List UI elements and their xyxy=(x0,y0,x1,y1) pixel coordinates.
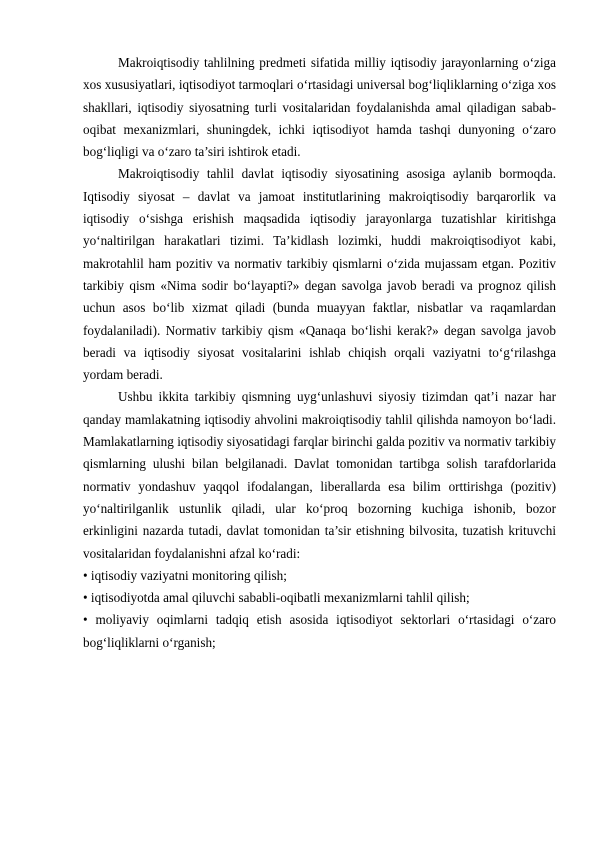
paragraph-components: Ushbu ikkita tarkibiy qismning uyg‘unlashuvi siyosiy tizimdan qat’i nazar har qanday mamlakatning iqtisodiy ahvolini makroiqtisodiy tahlil qilishda namoyon bo‘ladi. Mamlakatlarning iqtisodiy siyosatidagi farqlar birinchi galda pozitiv va normativ tarkibiy qismlarning ulushi bilan belgilanadi. Davlat tomonidan tartibga solish tarafdorlarida normativ yondashuv yaqqol ifodalangan, liberallarda esa bilim orttirishga (pozitiv) yo‘naltirilganlik ustunlik qiladi, ular ko‘proq bozorning kuchiga ishonib, bozor erkinligini nazarda tutadi, davlat tomonidan ta’sir etishning bilvosita, tuzatish krituvchi vositalaridan foydalanishni afzal ko‘radi: xyxy=(83,389,556,561)
paragraph-economic-policy: Makroiqtisodiy tahlil davlat iqtisodiy siyosatining asosiga aylanib bormoqda. Iqtisodiy siyosat – davlat va jamoat institutlarining makroiqtisodiy barqarorlik va iqtisodiy o‘sishga erishish maqsadida iqtisodiy jarayonlarga tuzatishlar kiritishga yo‘naltirilgan harakatlari tizimi. Ta’kidlash lozimki, huddi makroiqtisodiyot kabi, makrotahlil ham pozitiv va normativ tarkibiy qismlarni o‘zida mujassam etgan. Pozitiv tarkibiy qism «Nima sodir bo‘layapti?» degan savolga javob beradi va prognoz qilish uchun asos bo‘lib xizmat qiladi (bunda muayyan faktlar, nisbatlar va raqamlardan foydalaniladi). Normativ tarkibiy qism «Qanaqa bo‘lishi kerak?» degan savolga javob beradi va iqtisodiy siyosat vositalarini ishlab chiqish orqali vaziyatni to‘g‘rilashga yordam beradi. xyxy=(83,166,556,383)
bullet-item-mechanisms: • iqtisodiyotda amal qiluvchi sababli-oqibatli mexanizmlarni tahlil qilish; xyxy=(83,590,470,606)
paragraph-predmet: Makroiqtisodiy tahlilning predmeti sifatida milliy iqtisodiy jarayonlarning o‘ziga xos xususiyatlari, iqtisodiyot tarmoqlari o‘rtasidagi universal bog‘liqliklarning o‘ziga xos shakllari, iqtisodiy siyosatning turli vositalaridan foydalanishda amal qiladigan sabab-oqibat mexanizmlari, shuningdek, ichki iqtisodiyot hamda tashqi dunyoning o‘zaro bog‘liqligi va o‘zaro ta’siri ishtirok etadi. xyxy=(83,55,556,160)
bullet-item-monitoring: • iqtisodiy vaziyatni monitoring qilish; xyxy=(83,567,287,583)
document-page xyxy=(83,52,556,654)
bullet-item-financial-flows: • moliyaviy oqimlarni tadqiq etish asosida iqtisodiyot sektorlari o‘rtasidagi o‘zaro bog‘liqliklarni o‘rganish; xyxy=(83,612,556,650)
